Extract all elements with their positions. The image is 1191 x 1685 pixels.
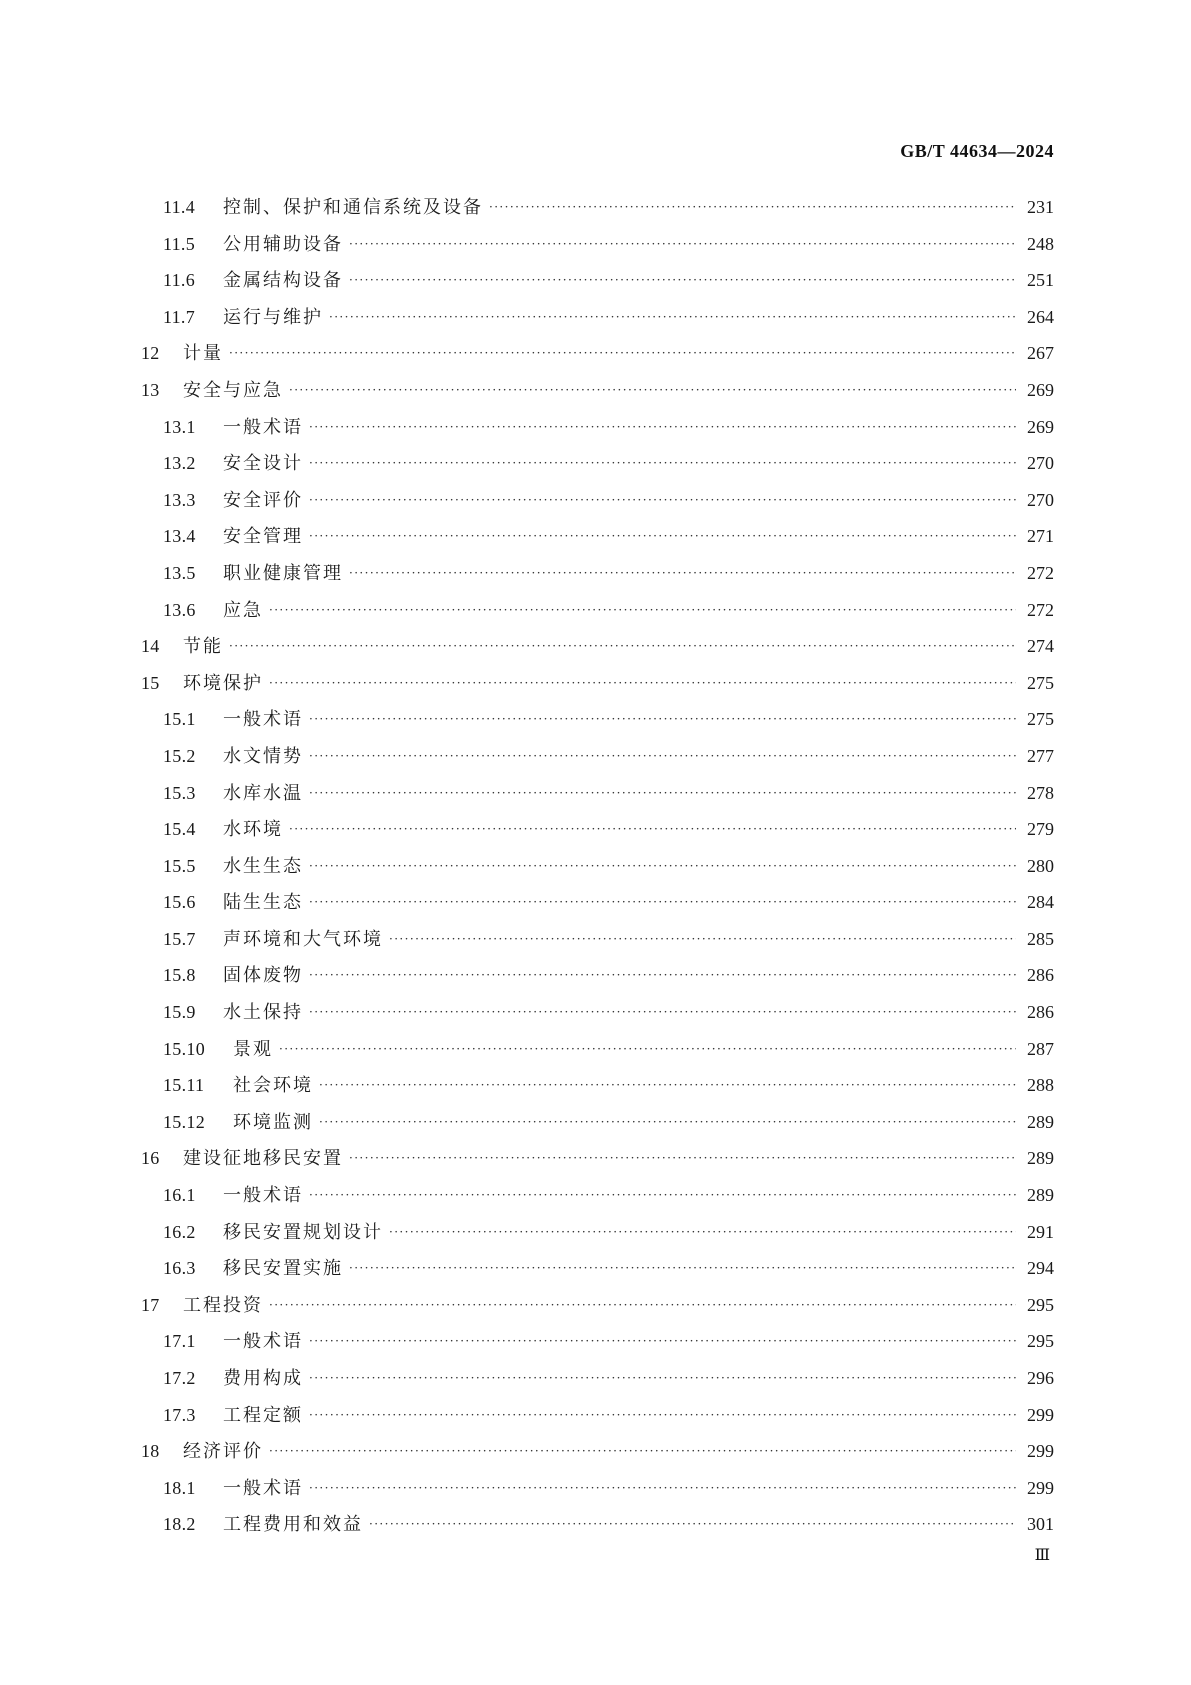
toc-entry-page: 279 (1027, 819, 1054, 840)
toc-entry-title: 运行与维护 (223, 306, 323, 328)
toc-entry-number: 18.2 (163, 1514, 196, 1535)
toc-entry-page: 286 (1027, 965, 1054, 986)
dot-leader (309, 738, 1016, 775)
dot-leader (389, 921, 1016, 958)
toc-entry-number: 17 (141, 1294, 160, 1315)
toc-entry[interactable] (141, 445, 1054, 482)
dot-leader (309, 957, 1016, 994)
toc-entry-number: 13 (141, 379, 160, 400)
toc-entry[interactable] (141, 884, 1054, 921)
toc-entry-title: 金属结构设备 (223, 270, 343, 292)
toc-entry-number: 13.1 (163, 416, 196, 437)
toc-entry[interactable] (141, 1360, 1054, 1397)
toc-entry-number: 15.12 (163, 1111, 205, 1132)
toc-entry-title: 费用构成 (223, 1368, 303, 1389)
toc-entry-page: 280 (1027, 855, 1054, 876)
toc-entry-page: 294 (1027, 1258, 1054, 1279)
toc-entry-page: 285 (1027, 928, 1054, 949)
dot-leader (289, 372, 1016, 409)
toc-entry-title: 职业健康管理 (223, 562, 343, 584)
toc-entry[interactable] (141, 518, 1054, 555)
toc-entry-title: 移民安置实施 (223, 1258, 343, 1280)
dot-leader (269, 1287, 1016, 1324)
dot-leader (309, 409, 1016, 446)
toc-entry-number: 16.3 (163, 1258, 196, 1279)
toc-entry-page: 299 (1027, 1404, 1054, 1425)
dot-leader (349, 1250, 1016, 1287)
dot-leader (349, 1140, 1016, 1177)
toc-entry-title: 应急 (223, 599, 263, 621)
toc-entry-number: 13.4 (163, 526, 196, 547)
toc-entry-title: 工程定额 (223, 1404, 303, 1426)
toc-entry[interactable] (141, 848, 1054, 885)
toc-entry-title: 工程费用和效益 (223, 1514, 363, 1536)
toc-entry[interactable] (141, 1214, 1054, 1251)
page-number: Ⅲ (1034, 1547, 1050, 1564)
toc-entry-number: 15.11 (163, 1075, 205, 1096)
toc-entry-page: 270 (1027, 453, 1054, 474)
toc-entry[interactable] (141, 811, 1054, 848)
toc-entry-number: 18 (141, 1441, 160, 1462)
toc-entry[interactable] (141, 592, 1054, 629)
dot-leader (229, 335, 1016, 372)
toc-entry-number: 15.10 (163, 1038, 205, 1059)
dot-leader (319, 1067, 1016, 1104)
toc-entry-number: 11.7 (163, 306, 196, 327)
toc-entry-number: 16.2 (163, 1221, 196, 1242)
toc-entry-number: 15.4 (163, 819, 196, 840)
toc-entry[interactable] (141, 555, 1054, 592)
toc-entry-number: 15 (141, 672, 160, 693)
toc-entry-number: 18.1 (163, 1477, 196, 1498)
toc-entry-title: 固体废物 (223, 965, 303, 987)
dot-leader (309, 1470, 1016, 1507)
table-of-contents (141, 189, 1054, 1543)
toc-entry-page: 289 (1027, 1111, 1054, 1132)
toc-entry-number: 13.3 (163, 489, 196, 510)
toc-entry-page: 271 (1027, 526, 1054, 547)
toc-entry-page: 277 (1027, 745, 1054, 766)
toc-entry-number: 16 (141, 1148, 160, 1169)
toc-entry-page: 286 (1027, 1002, 1054, 1023)
dot-leader (349, 262, 1016, 299)
toc-entry-title: 工程投资 (183, 1294, 263, 1316)
toc-entry[interactable] (141, 189, 1054, 226)
toc-entry-title: 移民安置规划设计 (223, 1221, 383, 1243)
toc-entry-page: 288 (1027, 1075, 1054, 1096)
toc-entry-title: 一般术语 (223, 1331, 303, 1353)
toc-entry-number: 11.4 (163, 197, 196, 217)
document-code: GB/T 44634—2024 (900, 141, 1054, 161)
toc-entry-number: 15.2 (163, 745, 196, 766)
toc-entry-title: 控制、保护和通信系统及设备 (223, 197, 483, 218)
toc-entry-number: 13.5 (163, 562, 196, 583)
toc-entry-title: 经济评价 (183, 1441, 263, 1463)
toc-entry-page: 289 (1027, 1148, 1054, 1169)
toc-entry[interactable] (141, 1287, 1054, 1324)
toc-entry-title: 水文情势 (223, 745, 303, 767)
dot-leader (309, 1397, 1016, 1434)
toc-entry-number: 17.2 (163, 1368, 196, 1388)
dot-leader (309, 1177, 1016, 1214)
dot-leader (309, 1323, 1016, 1360)
dot-leader (309, 848, 1016, 885)
toc-entry[interactable] (141, 409, 1054, 446)
toc-entry-page: 269 (1027, 379, 1054, 400)
toc-entry-number: 15.8 (163, 965, 196, 986)
toc-entry[interactable] (141, 1031, 1054, 1068)
dot-leader (289, 811, 1016, 848)
dot-leader (349, 226, 1016, 263)
toc-entry[interactable] (141, 299, 1054, 336)
toc-entry[interactable] (141, 1323, 1054, 1360)
toc-entry-page: 301 (1027, 1514, 1054, 1535)
toc-entry[interactable] (141, 665, 1054, 702)
toc-entry-page: 231 (1027, 197, 1054, 217)
toc-entry-title: 公用辅助设备 (223, 233, 343, 255)
toc-entry[interactable] (141, 921, 1054, 958)
toc-entry-page: 251 (1027, 270, 1054, 291)
toc-entry[interactable] (141, 372, 1054, 409)
toc-entry-page: 267 (1027, 343, 1054, 364)
toc-entry-title: 环境监测 (233, 1111, 313, 1133)
dot-leader (269, 1433, 1016, 1470)
toc-entry[interactable] (141, 226, 1054, 263)
dot-leader (329, 299, 1016, 336)
toc-entry-title: 一般术语 (223, 709, 303, 731)
dot-leader (309, 701, 1016, 738)
toc-entry[interactable] (141, 482, 1054, 519)
toc-entry-title: 建设征地移民安置 (183, 1148, 343, 1170)
toc-entry-title: 安全与应急 (183, 379, 283, 401)
toc-entry-page: 272 (1027, 562, 1054, 583)
dot-leader (349, 555, 1016, 592)
toc-entry[interactable] (141, 335, 1054, 372)
dot-leader (269, 665, 1016, 702)
toc-entry-title: 陆生生态 (223, 892, 303, 914)
dot-leader (269, 592, 1016, 629)
toc-entry[interactable] (141, 1067, 1054, 1104)
dot-leader (369, 1506, 1016, 1543)
toc-entry[interactable] (141, 262, 1054, 299)
dot-leader (279, 1031, 1016, 1068)
toc-entry[interactable] (141, 738, 1054, 775)
toc-entry-number: 15.7 (163, 928, 196, 949)
toc-entry[interactable] (141, 1104, 1054, 1141)
toc-entry[interactable] (141, 628, 1054, 665)
toc-entry-page: 299 (1027, 1477, 1054, 1498)
toc-entry-title: 水库水温 (223, 782, 303, 804)
toc-entry-number: 15.5 (163, 855, 196, 876)
toc-entry[interactable] (141, 1433, 1054, 1470)
toc-entry-page: 295 (1027, 1294, 1054, 1315)
toc-entry-title: 一般术语 (223, 416, 303, 438)
toc-entry-page: 275 (1027, 709, 1054, 730)
toc-entry-number: 15.1 (163, 709, 196, 730)
toc-entry-page: 269 (1027, 416, 1054, 437)
toc-entry-number: 13.2 (163, 453, 196, 474)
toc-entry-title: 水土保持 (223, 1002, 303, 1024)
dot-leader (309, 518, 1016, 555)
toc-entry-number: 13.6 (163, 599, 196, 620)
toc-entry-title: 环境保护 (183, 672, 263, 694)
dot-leader (389, 1214, 1016, 1251)
toc-entry-page: 299 (1027, 1441, 1054, 1462)
toc-entry-number: 15.3 (163, 782, 196, 803)
toc-entry-page: 296 (1027, 1368, 1054, 1388)
toc-entry-page: 295 (1027, 1331, 1054, 1352)
toc-entry-title: 计量 (183, 343, 223, 365)
toc-entry[interactable] (141, 1470, 1054, 1507)
toc-entry-title: 安全设计 (223, 453, 303, 475)
toc-entry-title: 安全管理 (223, 526, 303, 548)
toc-entry-number: 15.9 (163, 1002, 196, 1023)
toc-entry[interactable] (141, 775, 1054, 812)
toc-entry-title: 节能 (183, 636, 223, 658)
toc-entry[interactable] (141, 957, 1054, 994)
toc-entry[interactable] (141, 1506, 1054, 1543)
toc-entry-title: 水环境 (223, 819, 283, 841)
toc-entry[interactable] (141, 701, 1054, 738)
toc-entry-number: 11.5 (163, 233, 196, 254)
toc-entry-number: 17.3 (163, 1404, 196, 1425)
toc-entry-page: 272 (1027, 599, 1054, 620)
toc-entry-number: 17.1 (163, 1331, 196, 1352)
dot-leader (309, 1360, 1016, 1397)
dot-leader (309, 775, 1016, 812)
toc-entry-title: 安全评价 (223, 489, 303, 511)
toc-entry[interactable] (141, 1177, 1054, 1214)
dot-leader (319, 1104, 1016, 1141)
toc-entry-number: 15.6 (163, 892, 196, 913)
toc-entry-page: 270 (1027, 489, 1054, 510)
toc-entry-number: 12 (141, 343, 160, 364)
toc-entry-page: 264 (1027, 306, 1054, 327)
toc-entry-page: 284 (1027, 892, 1054, 913)
toc-entry-page: 291 (1027, 1221, 1054, 1242)
dot-leader (309, 884, 1016, 921)
toc-entry[interactable] (141, 1397, 1054, 1434)
toc-entry-page: 287 (1027, 1038, 1054, 1059)
toc-entry-title: 一般术语 (223, 1185, 303, 1207)
toc-entry-title: 声环境和大气环境 (223, 928, 383, 950)
toc-entry[interactable] (141, 994, 1054, 1031)
toc-entry-title: 一般术语 (223, 1477, 303, 1499)
dot-leader (309, 994, 1016, 1031)
toc-entry-title: 水生生态 (223, 855, 303, 877)
toc-entry-page: 248 (1027, 233, 1054, 254)
toc-entry-page: 274 (1027, 636, 1054, 657)
toc-entry-number: 11.6 (163, 270, 196, 291)
dot-leader (229, 628, 1016, 665)
dot-leader (489, 189, 1016, 226)
dot-leader (309, 482, 1016, 519)
toc-entry-page: 289 (1027, 1185, 1054, 1206)
toc-entry-title: 景观 (233, 1038, 273, 1060)
toc-entry[interactable] (141, 1250, 1054, 1287)
toc-entry-title: 社会环境 (233, 1075, 313, 1097)
toc-entry-page: 275 (1027, 672, 1054, 693)
toc-entry-page: 278 (1027, 782, 1054, 803)
toc-entry-number: 16.1 (163, 1185, 196, 1206)
toc-entry[interactable] (141, 1140, 1054, 1177)
toc-entry-number: 14 (141, 636, 160, 657)
dot-leader (309, 445, 1016, 482)
